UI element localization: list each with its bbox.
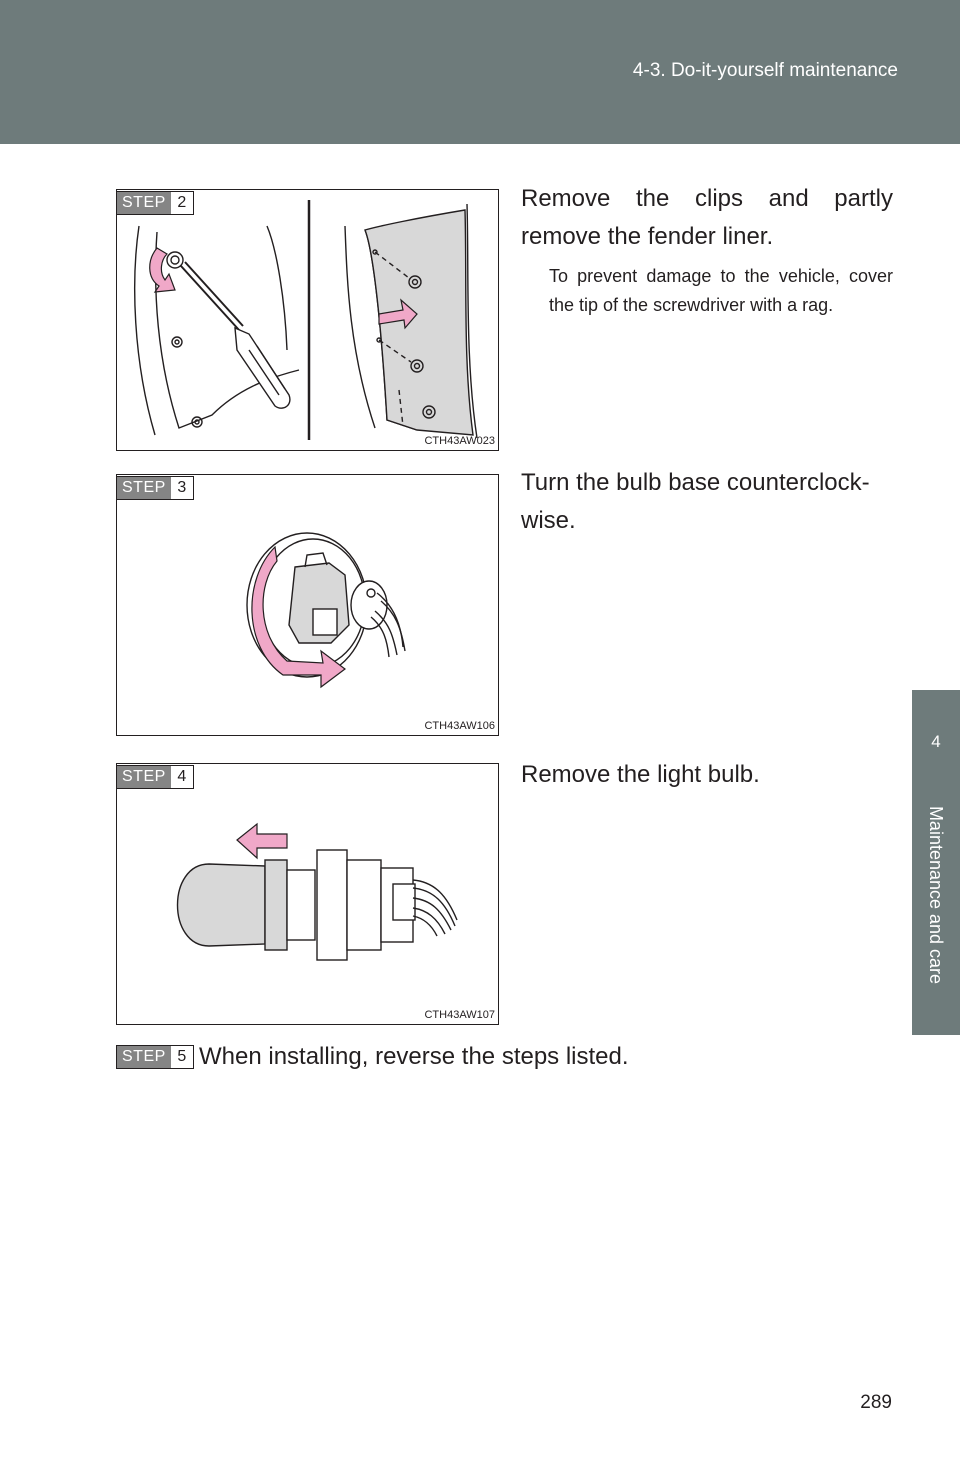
page-header [0, 0, 960, 144]
step-number: 2 [171, 192, 193, 214]
step-word: STEP [117, 1046, 171, 1068]
figure-code: CTH43AW106 [424, 720, 495, 732]
step-number: 3 [171, 477, 193, 499]
figure-code: CTH43AW023 [424, 435, 495, 447]
step-4-badge [116, 765, 194, 789]
section-title: 4-3. Do-it-yourself maintenance [632, 60, 898, 81]
step-2-text: Remove the clips and partly remove the fender liner. [521, 185, 893, 250]
figure-step-2 [116, 189, 499, 451]
step-2-note: To prevent damage to the vehicle, cover the tip of the screwdriver with a rag. [549, 266, 893, 315]
step-word: STEP [117, 192, 171, 214]
figure-step-4 [116, 763, 499, 1025]
bulb-base-illustration [117, 475, 498, 735]
page-number: 289 [860, 1392, 892, 1413]
step-5-badge [116, 1045, 194, 1069]
step-word: STEP [117, 477, 171, 499]
step-word: STEP [117, 766, 171, 788]
step-2-badge [116, 191, 194, 215]
step-number: 5 [171, 1046, 193, 1068]
chapter-tab [912, 690, 960, 1035]
step-3-text: Turn the bulb base counterclock-wise. [521, 469, 870, 534]
light-bulb-illustration [117, 764, 498, 1024]
figure-step-3 [116, 474, 499, 736]
figure-code: CTH43AW107 [424, 1009, 495, 1021]
step-3-badge [116, 476, 194, 500]
fender-liner-illustration [117, 190, 498, 450]
chapter-number: 4 [931, 732, 941, 751]
step-5-text: When installing, reverse the steps listed. [199, 1043, 629, 1070]
step-4-text: Remove the light bulb. [521, 761, 760, 788]
chapter-label: Maintenance and care [926, 805, 946, 985]
step-number: 4 [171, 766, 193, 788]
